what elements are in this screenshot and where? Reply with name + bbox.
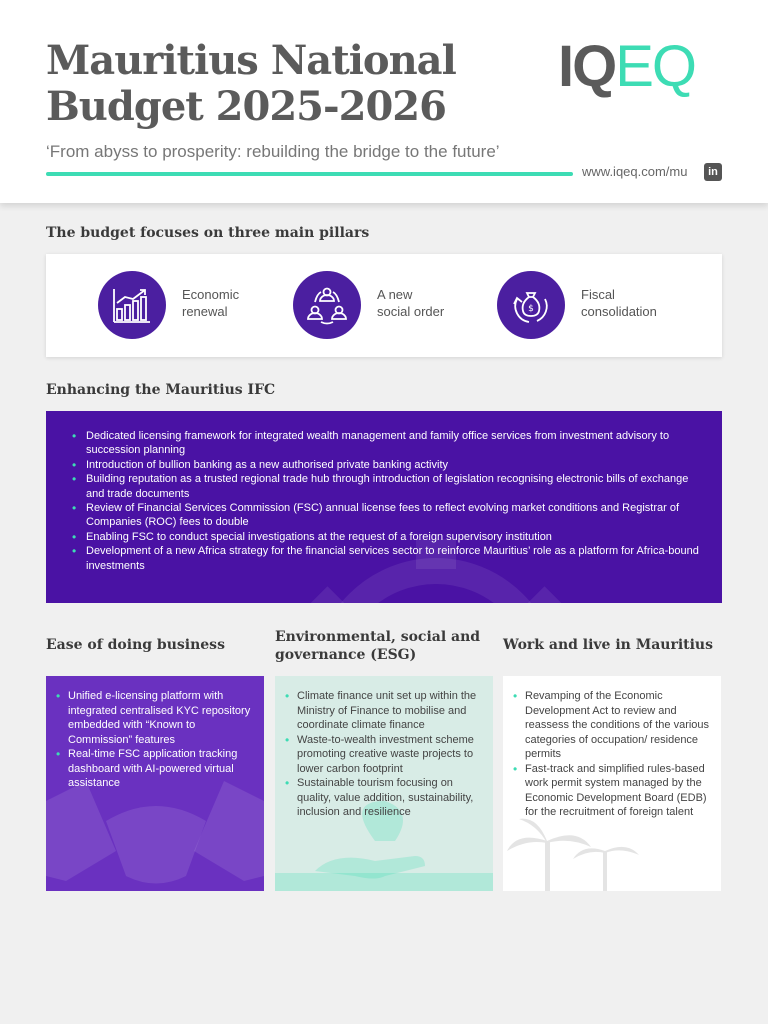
esg-list: [285, 689, 485, 820]
esg-heading: [275, 628, 480, 664]
pillar-label-line: Economic: [182, 287, 240, 302]
list-item: • Fast-track and simplified rules-based work permit system managed by the Economic Development Board (EDB) for the recruitment of foreign talent: [513, 762, 713, 820]
work-live-panel: [503, 676, 721, 891]
ifc-heading: Enhancing the Mauritius IFC: [46, 382, 276, 398]
pillar-label-social: [377, 286, 467, 320]
title-line-1: Mauritius National: [46, 37, 456, 84]
pillar-label-fiscal: [581, 286, 671, 320]
list-item: • Real-time FSC application tracking dashboard with AI-powered virtual assistance: [56, 747, 256, 791]
iqeq-logo[interactable]: [558, 34, 695, 100]
website-link[interactable]: www.iqeq.com/mu: [582, 164, 688, 179]
pillars-card: [46, 254, 722, 357]
ease-of-business-heading: Ease of doing business: [46, 637, 225, 653]
list-item: • Climate finance unit set up within the Ministry of Finance to mobilise and coordinate climate finance: [285, 689, 485, 733]
page-subtitle: ‘From abyss to prosperity: rebuilding the bridge to the future’: [46, 142, 500, 161]
page-title: [46, 38, 526, 130]
ease-of-business-list: [56, 689, 256, 791]
list-item: • Revamping of the Economic Development Act to review and reassess the conditions of the various categories of occupation/ residence permits: [513, 689, 713, 762]
work-live-list: [513, 689, 713, 820]
esg-heading-line-2: governance (ESG): [275, 647, 417, 663]
pillar-label-economic: [182, 286, 272, 320]
bar-chart-growth-icon: [98, 271, 166, 339]
logo-iq: IQ: [558, 34, 616, 99]
pillar-label-line: consolidation: [581, 304, 657, 319]
list-item: • Sustainable tourism focusing on quality, value addition, sustainability, inclusion and resilience: [285, 776, 485, 820]
list-item: • Introduction of bullion banking as a new authorised private banking activity: [72, 458, 702, 472]
title-line-2: Budget 2025-2026: [46, 83, 446, 130]
pillar-label-line: A new: [377, 287, 413, 302]
list-item: • Building reputation as a trusted regional trade hub through introduction of legislation recognising electronic bills of exchange and trade documents: [72, 472, 702, 501]
pillar-label-line: social order: [377, 304, 445, 319]
pillars-heading: The budget focuses on three main pillars: [46, 225, 370, 241]
list-item: • Unified e-licensing platform with integrated centralised KYC repository embedded with “Known to Commission” features: [56, 689, 256, 747]
ease-of-business-panel: [46, 676, 264, 891]
palm-tree-watermark-icon: [503, 811, 721, 891]
esg-heading-line-1: Environmental, social and: [275, 629, 481, 645]
handshake-watermark-icon: [46, 781, 264, 891]
pillar-label-line: Fiscal: [581, 287, 615, 302]
ifc-panel: [46, 411, 722, 603]
list-item: • Development of a new Africa strategy for the financial services sector to reinforce Mauritius’ role as a platform for Africa-bound investments: [72, 544, 702, 573]
logo-eq: EQ: [615, 34, 696, 99]
esg-panel: [275, 676, 493, 891]
list-item: • Dedicated licensing framework for integrated wealth management and family office services from investment advisory to succession planning: [72, 429, 702, 458]
svg-text:$: $: [528, 304, 534, 314]
money-bag-cycle-icon: [497, 271, 565, 339]
pillar-label-line: renewal: [182, 304, 228, 319]
list-item: • Review of Financial Services Commission (FSC) annual license fees to reflect evolving market conditions and Registrar of Companies (ROC) fees to double: [72, 501, 702, 530]
list-item: • Waste-to-wealth investment scheme promoting creative waste projects to lower carbon footprint: [285, 733, 485, 777]
people-cycle-icon: [293, 271, 361, 339]
header: [0, 0, 768, 203]
work-live-heading: Work and live in Mauritius: [503, 637, 713, 653]
list-item: • Enabling FSC to conduct special investigations at the request of a foreign supervisory institution: [72, 530, 702, 544]
title-underline: [46, 172, 573, 176]
linkedin-icon[interactable]: in: [704, 163, 722, 181]
ifc-list: [72, 429, 702, 573]
